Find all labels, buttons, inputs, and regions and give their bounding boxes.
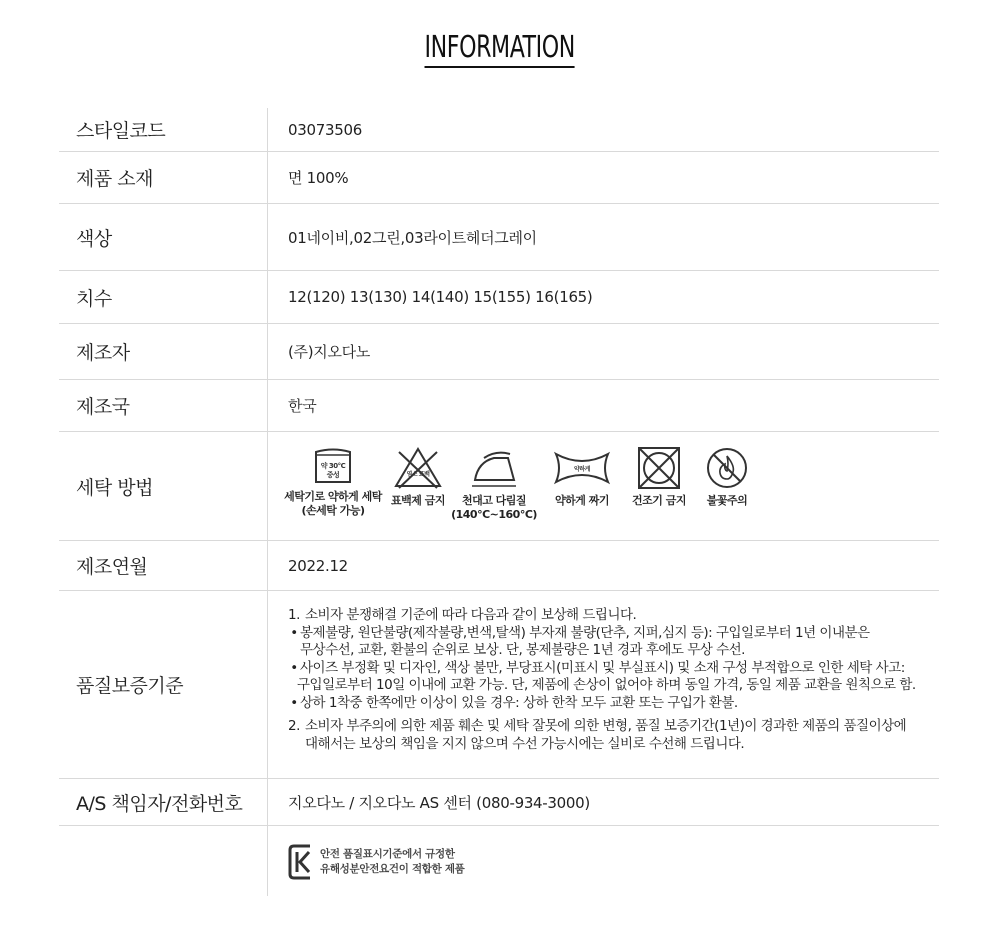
- row-label: A/S 책임자/전화번호: [76, 792, 243, 815]
- row-value: 한국: [288, 397, 317, 415]
- row-value: 지오다노 / 지오다노 AS 센터 (080-934-3000): [288, 793, 590, 812]
- row-value: 03073506: [288, 120, 362, 139]
- iron-icon: [470, 446, 518, 490]
- kc-line: 안전 품질표시기준에서 규정한: [320, 848, 455, 860]
- row-color: [59, 204, 939, 271]
- bullet-continuation: 구입일로부터 10일 이내에 교환 가능. 단, 제품에 손상이 없어야 하며 동일 가격, 동일 제품 교환을 원칙으로 함.: [297, 677, 916, 693]
- care-label: 건조기 금지: [632, 494, 686, 507]
- care-item: [537, 446, 627, 522]
- row-label: 스타일코드: [76, 120, 166, 142]
- bullet-dot: •: [290, 624, 298, 641]
- care-label: 표백제 금지: [391, 494, 445, 507]
- svg-text:약하게: 약하게: [574, 466, 590, 473]
- care-item: [627, 446, 691, 522]
- divider: [267, 204, 268, 270]
- row-label: 품질보증기준: [76, 675, 184, 697]
- bullet-dot: •: [290, 659, 298, 676]
- row-manufacturer: [59, 324, 939, 380]
- care-label: 세탁기로 약하게 세탁 (손세탁 가능): [284, 490, 382, 517]
- divider: [267, 432, 268, 540]
- row-value: 2022.12: [288, 556, 348, 575]
- care-label: 불꽃주의: [706, 494, 748, 507]
- item-text: 소비자 분쟁해결 기준에 따라 다음과 같이 보상해 드립니다.: [305, 607, 637, 623]
- row-label: 색상: [76, 227, 112, 250]
- divider: [267, 108, 268, 151]
- wash-30-icon: [312, 446, 354, 486]
- warranty-bullet: [288, 695, 916, 713]
- care-item: [691, 446, 763, 522]
- row-kc: [59, 826, 939, 896]
- row-style-code: [59, 108, 939, 152]
- kc-mark-icon: [288, 844, 312, 880]
- row-washing: [59, 432, 939, 541]
- bullet-text: 봉제불량, 원단불량(제작불량,변색,탈색) 부자재 불량(단추, 지퍼,심지 등): 구입일로부터 1년 이내분은: [300, 624, 870, 641]
- row-warranty: [59, 591, 939, 779]
- row-country: [59, 380, 939, 432]
- row-label: 제조자: [76, 342, 130, 364]
- row-label: 제조연월: [76, 556, 148, 578]
- section-title: [0, 30, 1000, 68]
- kc-certification: [288, 844, 465, 880]
- warranty-bullet: [288, 625, 916, 643]
- warranty-bullet: [288, 660, 916, 678]
- wring-gently-icon: [552, 446, 612, 490]
- warranty-item: [288, 718, 916, 736]
- divider: [267, 380, 268, 431]
- no-fire-icon: [705, 446, 749, 490]
- item-number: 1.: [288, 607, 300, 623]
- item-text: 소비자 부주의에 의한 제품 훼손 및 세탁 잘못에 의한 변형, 품질 보증기간(1년)이 경과한 제품의 품질이상에: [305, 718, 907, 734]
- care-item: [281, 446, 385, 522]
- kc-text: [320, 847, 465, 877]
- row-date: [59, 541, 939, 591]
- row-label: 제품 소재: [76, 168, 153, 190]
- divider: [267, 324, 268, 379]
- row-value: (주)지오다노: [288, 343, 371, 361]
- svg-text:중성: 중성: [326, 471, 340, 479]
- no-tumble-dry-icon: [636, 446, 682, 490]
- row-label: 세탁 방법: [76, 476, 153, 499]
- care-item: [385, 446, 451, 522]
- care-label: 천대고 다림질 (140°C~160°C): [451, 494, 537, 521]
- divider: [267, 541, 268, 590]
- care-icons: [281, 446, 763, 522]
- row-as: [59, 779, 939, 826]
- item-continuation: 대해서는 보상의 책임을 지지 않으며 수선 가능시에는 실비로 수선해 드립니다.: [305, 735, 745, 752]
- warranty-text: [288, 607, 916, 753]
- warranty-item: [288, 607, 916, 625]
- divider: [267, 779, 268, 825]
- bullet-text: 상하 1착중 한쪽에만 이상이 있을 경우: 상하 한착 모두 교환 또는 구입가 환불.: [300, 694, 738, 711]
- row-value: 01네이비,02그린,03라이트헤더그레이: [288, 228, 537, 247]
- divider: [267, 591, 268, 778]
- kc-line: 유해성분안전요건이 적합한 제품: [320, 863, 465, 875]
- item-number: 2.: [288, 718, 300, 734]
- row-label: 치수: [76, 287, 112, 310]
- bullet-text: 사이즈 부정확 및 디자인, 색상 불만, 부당표시(미표시 및 부실표시) 및 소재 구성 부적합으로 인한 세탁 사고:: [300, 659, 905, 676]
- bullet-dot: •: [290, 694, 298, 711]
- care-label: 약하게 짜기: [555, 494, 609, 507]
- information-heading: INFORMATION: [425, 30, 575, 68]
- row-label: 제조국: [76, 396, 130, 418]
- row-value: 12(120) 13(130) 14(140) 15(155) 16(165): [288, 288, 593, 306]
- svg-text:약 30°C: 약 30°C: [320, 462, 346, 470]
- row-value: 면 100%: [288, 169, 349, 187]
- row-material: [59, 152, 939, 204]
- divider: [267, 271, 268, 323]
- no-bleach-icon: [393, 446, 443, 490]
- bullet-continuation: 무상수선, 교환, 환불의 순위로 보상. 단, 봉제불량은 1년 경과 후에도 무상 수선.: [300, 642, 745, 658]
- row-size: [59, 271, 939, 324]
- product-info-table: [59, 108, 939, 896]
- care-item: [451, 446, 537, 522]
- divider: [267, 152, 268, 203]
- svg-text:염소 표백: 염소 표백: [406, 471, 430, 478]
- divider: [267, 826, 268, 896]
